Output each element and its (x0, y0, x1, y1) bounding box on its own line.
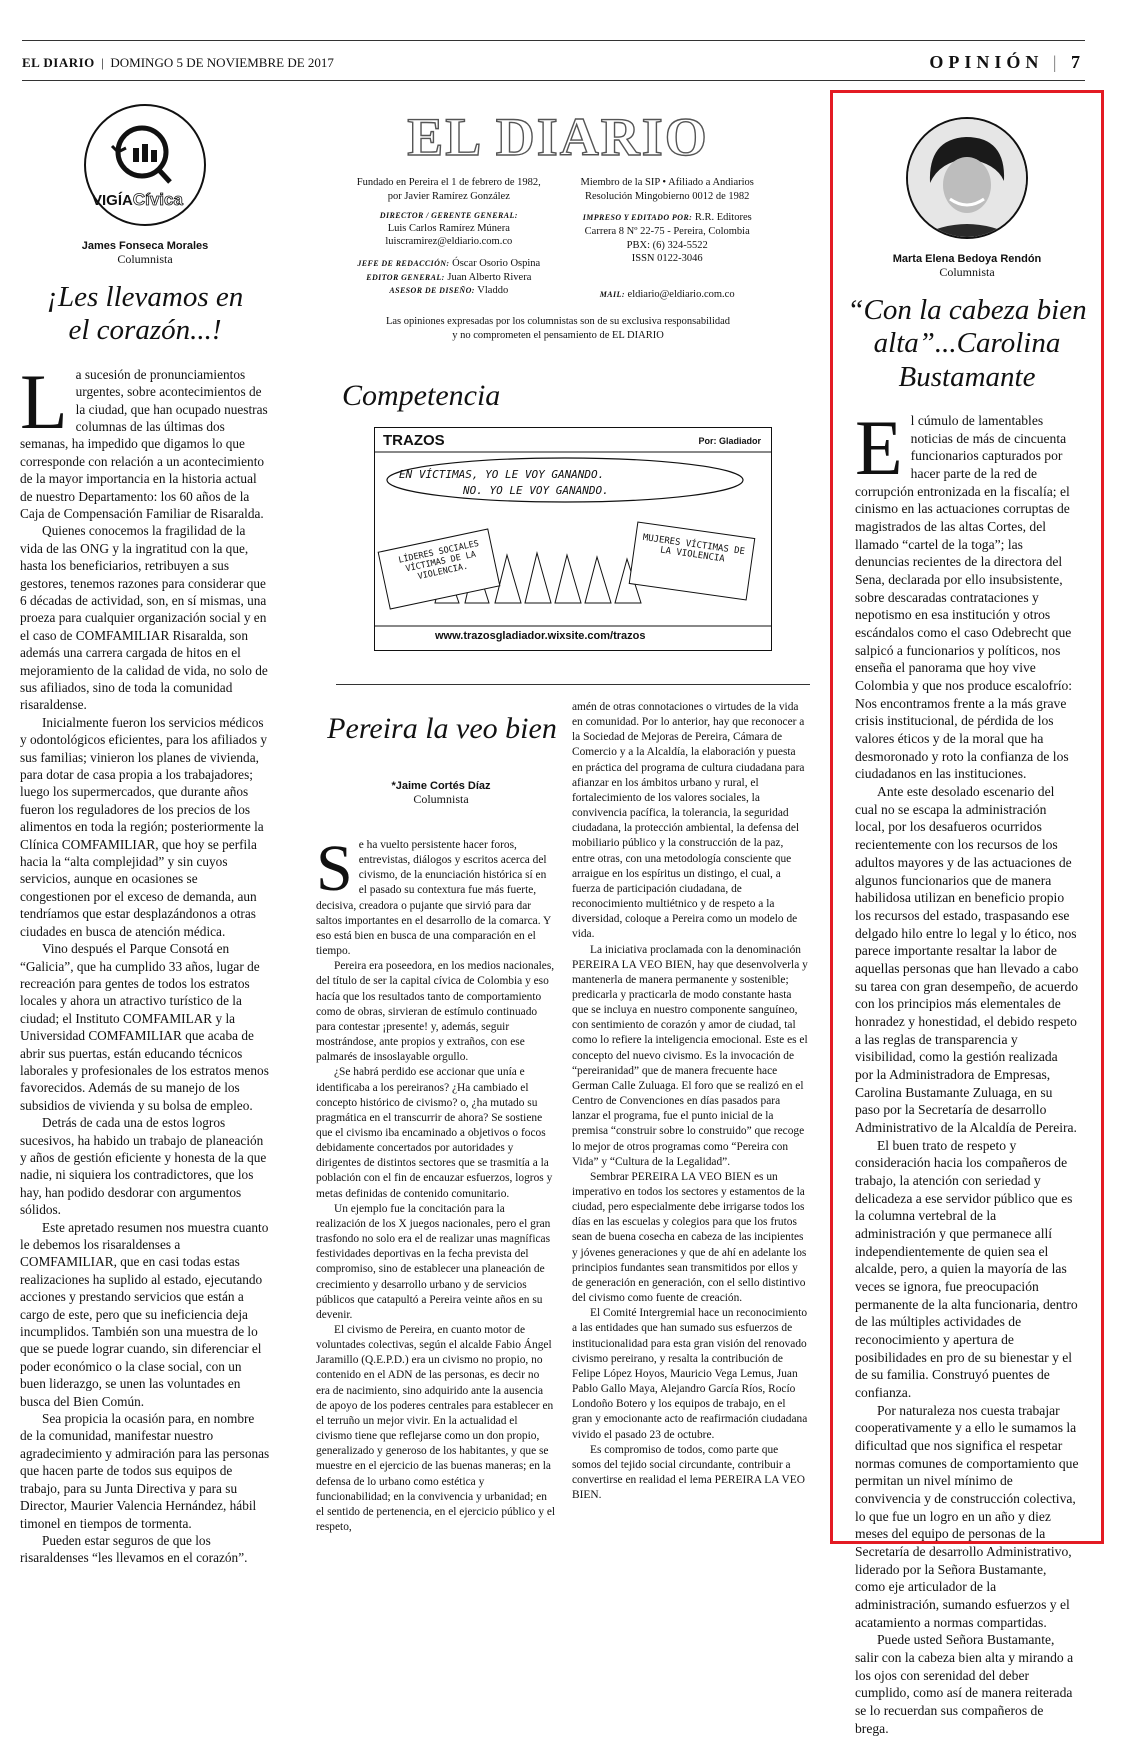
author-role: Columnista (117, 252, 173, 266)
column-right-highlighted (830, 90, 1104, 1736)
author-role: Columnista (413, 792, 469, 806)
cartoon-drawing (375, 428, 771, 650)
paragraph: Sea propicia la ocasión para, en nombre de la comunidad, manifestar nuestro agradecimiento y admiración para las personas que hacen parte de todos sus equipos de trabajo, para su Junta Directiva y para su Director, Maurier Valencia Hernández, hábil timonel en tiempos de tormenta. (20, 1411, 270, 1531)
paragraph: Pueden estar seguros de que los risaraldenses “les llevamos en el corazón”. (20, 1532, 248, 1566)
masthead-disclaimer: Las opiniones expresadas por los columnistas son de su exclusiva responsabilidad y no comprometen el pensamiento de EL DIARIO (385, 316, 731, 342)
strip-author: Por: Gladiador (698, 435, 761, 446)
author-role: Columnista (939, 265, 995, 279)
paragraph: Es compromiso de todos, como parte que somos del tejido social circundante, contribuir a convertirse en realidad el lema PEREIRA LA VEO BIEN. (572, 1443, 805, 1502)
drop-cap: L (20, 357, 68, 445)
paragraph: Inicialmente fueron los servicios médicos y odontológicos eficientes, para los afiliados y sus familias; vinieron los planes de vivienda, para dotar de casa propia a los trabajadores; luego los supermercados, que durante años fueron los reguladores de los precios de los alimentos en toda la región; posteriormente la Clínica COMFAMILIAR, que hoy se perfila hacia la “alta complejidad” y sin cuyos servicios, aunque en ocasiones se congestionen por el exceso de demanda, aun tendríamos que estar desplazándonos a otras ciudades en busca de atención médica. (20, 714, 268, 939)
column-left (20, 92, 270, 1567)
portrait-icon (908, 119, 1026, 237)
paragraph: El buen trato de respeto y consideración hacia los compañeros de trabajo, la atención con seriedad y delicadeza a ese servidor público que es la columna vertebral de la administración y que permanece allí independientemente de quien sea el alcalde, pero, a quien la mayoría de las veces se ignora, fue preocupación permanente de la alta funcionaria, dentro de las múltiples actividades de reconocimiento y apertura de posibilidades en pro de su bienestar y el de su familia. Construyó puentes de confianza. (855, 1137, 1078, 1400)
paragraph: amén de otras connotaciones o virtudes de la vida en comunidad. Por lo anterior, hay que reconocer a la Sociedad de Mejoras de Pereira, Cámara de Comercio y a la Alcaldía, la elaboración y puesta en práctica del programa de cultura ciudadana para afianzar en los ámbitos urbano y rural, el fortalecimiento de los valores sociales, la convivencia pacífica, la tolerancia, la seguridad ciudadana, la protección ambiental, la defensa del mobiliario público y la construcción de la paz, entre otras, con una metodología consciente que arraigue en los espíritus un distingo, el cual, a fuerza de participación ciudadana, de reconocimiento multiétnico y de respeto a la diversidad, coloque a Pereira como un modelo de vida. (572, 701, 805, 941)
article-body-col2 (572, 700, 808, 1503)
article-headline: Pereira la veo bien (327, 712, 557, 745)
paragraph: Este apretado resumen nos muestra cuanto le debemos los risaraldenses a COMFAMILIAR, que en casi todas estas realizaciones ha suplido al estado, ejecutando acciones y prestando servicios que están a cargo de este, pero que su ineficiencia deja incumplidos. También son una muestra de lo que se puede lograr cuando, sin diferenciar el poder económico o la clase social, con un buen liderazgo, se unen las voluntades en busca del Bien Común. (20, 1219, 269, 1409)
top-rule (22, 40, 1085, 41)
cartoon-section-title: Competencia (342, 378, 501, 412)
speech-bubble-2: NO. YO LE VOY GANANDO. (463, 483, 609, 497)
paragraph: Puede usted Señora Bustamante, salir con la cabeza bien alta y mirando a los ojos con serenidad del deber cumplido, como así de manera reiterada se lo recuerdan sus compañeros de brega. (855, 1632, 1074, 1736)
drop-cap: S (316, 832, 353, 905)
middle-rule (336, 684, 810, 685)
article-body-col1: Se ha vuelto persistente hacer foros, entrevistas, diálogos y escritos acerca del civismo, de la enunciación histórica sí en el pasado su contextura fue más fuerte, decisiva, creadora o pujante que sirvió para dar saltos importantes en el desarrollo de la comarca. Y eso está bien en busca de una comparación en el tiempo. Pereira era poseedora, en los medios nacionales, del título de ser la capital cívica de Colombia y eso hacía que los resultados tanto de comportamiento como de obras, sirvieran de estímulo continuado para contestar ¡presente! y, además, seguir mostrándose, ante propios y extraños, con ese palmarés de insoslayable orgullo. ¿Se habrá perdido ese accionar que unía e identificaba a los pereiranos? ¿Ha cambiado el concepto histórico de civismo? o, ¿ha mutado su pragmática en el transcurrir de ahora? Se sostiene que el civismo iba encaminado a objetivos o focos debidamente concertados por autoridades y dirigentes de distintos sectores que se trasmitía a la población con el fin de encauzar esfuerzos, logros y metas definidas de contenido comunitario. Un ejemplo fue la concitación para la realización de los X juegos nacionales, pero el gran trasfondo no solo era el de realizar unas magníficas festividades deportivas en la fecha prevista del compromiso, sino de establecer una planeación de crecimiento y desarrollo urbano y de servicios públicos que catapultó a Pereira veinte años en su devenir. El civismo de Pereira, en cuanto motor de voluntades colectivas, según el alcalde Fabio Ángel Jaramillo (Q.E.P.D.) era un civismo no propio, no contenido en el ADN de las personas, es decir no era de nacimiento, sino adquirido ante la ausencia de apoyo de los poderes centrales para establecer en el terruño un mejor vivir. En la actualidad el civismo tiene que reflejarse como un don propio, generalizado y generoso de los habitantes, y que se muestre en el ejercicio de las buenas maneras; en la defensa de lo urbano como estética y funcionabilidad; en la convivencia y urbanidad; en el sentido de pertenencia, en el ejercicio público y el respeto, (316, 838, 556, 1535)
author-name: *Jaime Cortés Díaz (391, 780, 491, 792)
header-rule (22, 80, 1085, 81)
article-body: El cúmulo de lamentables noticias de más de cincuenta funcionarios capturados por hacer parte de la red de corrupción entronizada en la fiscalía; el cinismo en las actuaciones corruptas de magistrados de las altas Cortes, del llamado “cartel de la toga”; las denuncias recientes de la directora del Sena, declarada por ello insubsistente, sobre descaradas contrataciones y nepotismo en esa institución y otros escándalos como el caso Odebrecht que salpicó a funcionarios y políticos, nos enseña el panorama que hoy vive Colombia y que nos produce escalofrío: Nos encontramos frente a la más grave crisis institucional, de pérdida de los valores éticos y de la moral que ha desmoronado y roto la confianza de los ciudadanos en las instituciones. Ante este desolado escenario del cual no se escapa la administración local, por los desafueros ocurridos recientemente con los recursos de los adultos mayores y de las actuaciones de algunos funcionarios que de manera habilidosa utilizan en beneficio propio los recursos del estado, traspasando ese delgado hilo entre lo legal y lo ético, nos parece importante resaltar la labor de aquellas personas que han llevado a cabo su tarea con gran desempeño, de acuerdo con los principios más elementales de honradez y honestidad, el debido respeto a las reglas de transparencia y visibilidad, como la gestión realizada por la Administradora de Empresas, Carolina Bustamante Zuluaga, en su paso por la Secretaría de desarrollo Administrativo de la Alcaldía de Pereira. El buen trato de respeto y consideración hacia los compañeros de trabajo, la atención con seriedad y delicadeza a ese servidor público que es la columna vertebral de la administración y que permanece allí independientemente de quien sea el alcalde, pero, a quien la mayoría de las veces se ignora, fue preocupación permanente de la alta funcionaria, dentro de las múltiples actividades de reconocimiento y apertura de posibilidades en pro de su bienestar y el de su familia. Construyó puentes de confianza. Por naturaleza nos cuesta trabajar cooperativamente y a ello le sumamos la dificultad que nos significa el respetar normas comunes de comportamiento que permitan un nivel mínimo de convivencia y de construcción colectiva, lo que fue un logro en un año y diez meses del equipo de personas de la Secretaría de desarrollo Administrativo, liderado por la Señora Bustamante, como eje articulador de la administración, sumando esfuerzos y el acatamiento a normas compartidas. Puede usted Señora Bustamante, salir con la cabeza bien alta y mirando a los ojos con serenidad del deber cumplido, como así de manera reiterada se lo recuerdan sus compañeros de brega. (855, 404, 1079, 1736)
author-photo (906, 117, 1028, 239)
masthead-credits: Fundado en Pereira el 1 de febrero de 1982, por Javier Ramírez González DIRECTOR / GERENTE GENERAL: Luis Carlos Ramírez Múnera luiscramirez@eldiario.com.co JEFE DE REDACCIÓN: Óscar Osorio Ospina EDITOR GENERAL: Juan Alberto Rivera ASESOR DE DISEÑO: Vladdo Miembro de la SIP • Afiliado a Andiarios Resolución Mingobierno 0012 de 1982 IMPRESO Y EDITADO POR: R.R. Editores Carrera 8 Nº 22-75 - Pereira, Colombia PBX: (6) 324-5522 ISSN 0122-3046 MAIL: eldiario@eldiario.com.co (356, 177, 754, 300)
vigia-civica-logo (84, 104, 206, 226)
page-number: 7 (1071, 52, 1085, 72)
paragraph: Pereira era poseedora, en los medios nacionales, del título de ser la capital cívica de Colombia y eso hacía que los resultados tanto de comportamiento como de obras, sirvieran de estímulo continuado para contestar ¡presente! y, además, seguir mostrándose, ante propios y extraños, con ese palmarés de insoslayable orgullo. (316, 960, 555, 1064)
paragraph: La iniciativa proclamada con la denominación PEREIRA LA VEO BIEN, hay que desenvolverla y mantenerla de manera permanente y sostenible; predicarla y practicarla de modo constante hasta que se incluya en nuestro componente sanguíneo, con sentimiento de corazón y amor de ciudad, tal como lo refiere la inteligencia emocional. Este es el concepto del nuevo civismo. Es la invocación de “pereiranidad” que de manera frecuente hace German Calle Zuluaga. El foro que se realizó en el Centro de Convenciones en días pasados para lanzar el programa, fue el punto inicial de la premisa “construir sobre lo construido” que recoge lo mejor de otros programas como “Pereira con Vida” y “Cultura de la Legalidad”. (572, 943, 808, 1168)
article-body: La sucesión de pronunciamientos urgentes, sobre acontecimientos de la ciudad, que han ocupado nuestras columnas de las últimas dos semanas, ha impedido que digamos lo que corresponde con relación a un acontecimiento de la mayor importancia en la historia actual de nuestro Departamento: los 60 años de la Caja de Compensación Familiar de Risaralda. Quienes conocemos la fragilidad de la vida de las ONG y la ingratitud con la que, hasta los beneficiarios, retribuyen a sus gestores, tenemos razones para considerar que 6 décadas de actividad, son, en sí mismas, una proeza para cualquier organización social y en el caso de COMFAMILIAR Risaralda, son además una carrera cargada de hitos en el mejoramiento de la calidad de vida, no solo de sus afiliados, sino de toda la comunidad risaraldense. Inicialmente fueron los servicios médicos y odontológicos eficientes, para los afiliados y sus familias; vinieron los planes de vivienda, para dotar de casa propia a los trabajadores; luego los supermercados, que durante años fueron los reguladores de los precios de los alimentos en toda la región; posteriormente la Clínica COMFAMILIAR, que hoy se perfila hacia la “alta complejidad” y sin cuyos servicios, aunque en ocasiones se congestionen por el exceso de demanda, aun tendríamos que estar desplazándonos a otras ciudades en busca de atención médica. Vino después el Parque Consotá en “Galicia”, que ha cumplido 33 años, lugar de recreación para gentes de todos los estratos locales y ahora un atractivo turístico de la ciudad; el Instituto COMFAMILAR y la Universidad COMFAMILIAR que acaba de abrir sus puertas, están educando técnicos laborales y profesionales de los estratos menos favorecidos. Además de su manejo de los subsidios de vivienda y su bolsa de empleo. Detrás de cada una de estos logros sucesivos, ha habido un trabajo de planeación y años de gestión eficiente y honesta de la que nadie, ni siquiera los contradictores, que los hay, han podido desdorar con argumentos sólidos. Este apretado resumen nos muestra cuanto le debemos los risaraldenses a COMFAMILIAR, que en casi todas estas realizaciones ha suplido al estado, ejecutando acciones y prestando servicios que están a cargo de este, pero que su ineficiencia deja incumplidos. También son una muestra de lo que se puede lograr cuando, sin diferenciar el poder económico o la clase social, con un buen liderazgo, se unen las voluntades en busca del Bien Común. Sea propicia la ocasión para, en nombre de la comunidad, manifestar nuestro agradecimiento y admiración para las personas que hacen parte de todos sus equipos de trabajo, para su Junta Directiva y para su Director, Maurier Valencia Hernández, hábil timonel en tiempos de tormenta. Pueden estar seguros de que los risaraldenses “les llevamos en el corazón”. (20, 357, 270, 1566)
section-name: OPINIÓN (929, 52, 1044, 72)
sign-left: LÍDERES SOCIALES VÍCTIMAS DE LA VIOLENCIA. (397, 538, 480, 582)
article-headline: ¡Les llevamos en el corazón...! (46, 281, 244, 347)
logo-word-civica: Cívica (132, 190, 183, 209)
paragraph: Un ejemplo fue la concitación para la realización de los X juegos nacionales, pero el gran trasfondo no solo era el de realizar unas magníficas festividades deportivas en la fecha prevista del compromiso, sino de establecer una planeación de crecimiento y desarrollo urbano y de servicios públicos que catapultó a Pereira veinte años en su devenir. (316, 1202, 551, 1321)
masthead-title: EL DIARIO (407, 107, 709, 167)
paper-name: EL DIARIO (22, 55, 95, 70)
paragraph: Vino después el Parque Consotá en “Galicia”, que ha cumplido 33 años, lugar de recreación para gentes de todos los estratos locales y ahora un atractivo turístico de la ciudad; el Instituto COMFAMILAR y la Universidad COMFAMILIAR que acaba de abrir sus puertas, están educando técnicos laborales y profesionales de los estratos menos favorecidos. Además de su manejo de los subsidios de vivienda y su bolsa de empleo. (20, 941, 269, 1113)
author-name: James Fonseca Morales (81, 240, 209, 252)
article-headline: “Con la cabeza bien alta”...Carolina Bustamante (847, 294, 1087, 393)
author-name: Marta Elena Bedoya Rendón (892, 253, 1042, 265)
column-middle (308, 92, 808, 651)
drop-cap: E (855, 404, 903, 492)
speech-bubble-1: EN VÍCTIMAS, YO LE VOY GANANDO. (399, 467, 605, 481)
cartoon-strip (374, 427, 772, 651)
paragraph: Detrás de cada una de estos logros sucesivos, ha habido un trabajo de planeación y años de gestión eficiente y honesta de la que nadie, ni siquiera los contradictores, que los hay, han podido desdorar con argumentos sólidos. (20, 1115, 267, 1218)
sign-right: MUJERES VÍCTIMAS DE LA VIOLENCIA (642, 532, 746, 565)
page-header-right: OPINIÓN | 7 (929, 52, 1085, 72)
paragraph: Ante este desolado escenario del cual no se escapa la administración local, por los desafueros ocurridos recientemente con los recursos de los adultos mayores y de las actuaciones de algunos funcionarios que de manera habilidosa utilizan en beneficio propio los recursos del estado, traspasando ese delgado hilo entre lo legal y lo ético, nos parece importante resaltar la labor de aquellas personas que han llevado a cabo su tarea con gran desempeño, de acuerdo con los principios más elementales de honradez y honestidad, el debido respeto a las reglas de transparencia y visibilidad, como la gestión realizada por la Administradora de Empresas, Carolina Bustamante Zuluaga, en su paso por la Secretaría de desarrollo Administrativo de la Alcaldía de Pereira. (855, 784, 1079, 1135)
paragraph: El civismo de Pereira, en cuanto motor de voluntades colectivas, según el alcalde Fabio Ángel Jaramillo (Q.E.P.D.) era un civismo no propio, no contenido en el ADN de las personas, es decir no era de nacimiento, sino adquirido ante la ausencia de apoyo de los poderes centrales para establecer en el terruño un mejor vivir. En la actualidad el civismo tiene que reflejarse como un don propio, generalizado y generoso de los habitantes, y que se muestre en el ejercicio de las buenas maneras; en la defensa de lo urbano como estética y funcionabilidad; en la convivencia y urbanidad; en el sentido de pertenencia, en el ejercicio público y el respeto, (316, 1324, 556, 1534)
paragraph: Sembrar PEREIRA LA VEO BIEN es un imperativo en todos los sectores y estamentos de la ciudad, pero especialmente debe irrigarse todos los días en las escuelas y colegios para que los frutos sean de buena cosecha en cabeza de las incipientes y jóvenes generaciones y que de ahí en adelante los principios fundantes sean transmitidos por ellos y de generación en generación, con el sello distintivo del civismo como fuente de creación. (572, 1170, 807, 1305)
paragraph: Quienes conocemos la fragilidad de la vida de las ONG y la ingratitud con la que, hasta los beneficiarios, retribuyen a sus gestores, tenemos razones para considerar que 6 décadas de actividad, son, en sí mismas, una proeza para cualquier organización social y en el caso de COMFAMILIAR Risaralda, son además una carrera cargada de hitos en el mejoramiento de la calidad de vida, no solo de sus afiliados, sino de toda la comunidad risaraldense. (20, 523, 268, 713)
paragraph: Por naturaleza nos cuesta trabajar cooperativamente y a ello le sumamos la dificultad que nos significa el respetar normas comunes de comportamiento que permitan un nivel mínimo de convivencia y de construcción colectiva, lo que fue un logro en un año y diez meses del equipo de personas de la Secretaría de desarrollo Administrativo, liderado por la Señora Bustamante, como eje articulador de la administración, sumando esfuerzos y el acatamiento a normas compartidas. (855, 1402, 1079, 1630)
paragraph: ¿Se habrá perdido ese accionar que unía e identificaba a los pereiranos? ¿Ha cambiado el concepto histórico de civismo? o, ¿ha mutado su pragmática en el transcurrir de ahora? Se sostiene que el civismo iba encaminado a objetivos o focos debidamente concertados por autoridades y dirigentes de distintos sectores que se trasmitía a la población con el fin de encauzar esfuerzos, logros y metas definidas de contenido comunitario. (316, 1066, 553, 1200)
page-header-left: EL DIARIO | DOMINGO 5 DE NOVIEMBRE DE 2017 (22, 55, 334, 70)
strip-name: TRAZOS (383, 431, 445, 449)
cartoon-url: www.trazosgladiador.wixsite.com/trazos (435, 629, 646, 642)
logo-word-vigia: VIGÍA (92, 192, 133, 209)
issue-date: DOMINGO 5 DE NOVIEMBRE DE 2017 (110, 55, 334, 70)
article-byline (356, 780, 526, 807)
paragraph: El Comité Intergremial hace un reconocimiento a las entidades que han sumado sus esfuerzos de institucionalidad para esta gran visión del renovado civismo pereirano, y resalta la contribución de Felipe López Hoyos, Mauricio Vega Lemus, Juan Pablo Gallo Maya, Alejandro García Ríos, Rocío Londoño Botero y los equipos de trabajo, en el gran y emocionante acto de reafirmación ciudadana vivido el pasado 23 de octubre. (572, 1307, 808, 1441)
